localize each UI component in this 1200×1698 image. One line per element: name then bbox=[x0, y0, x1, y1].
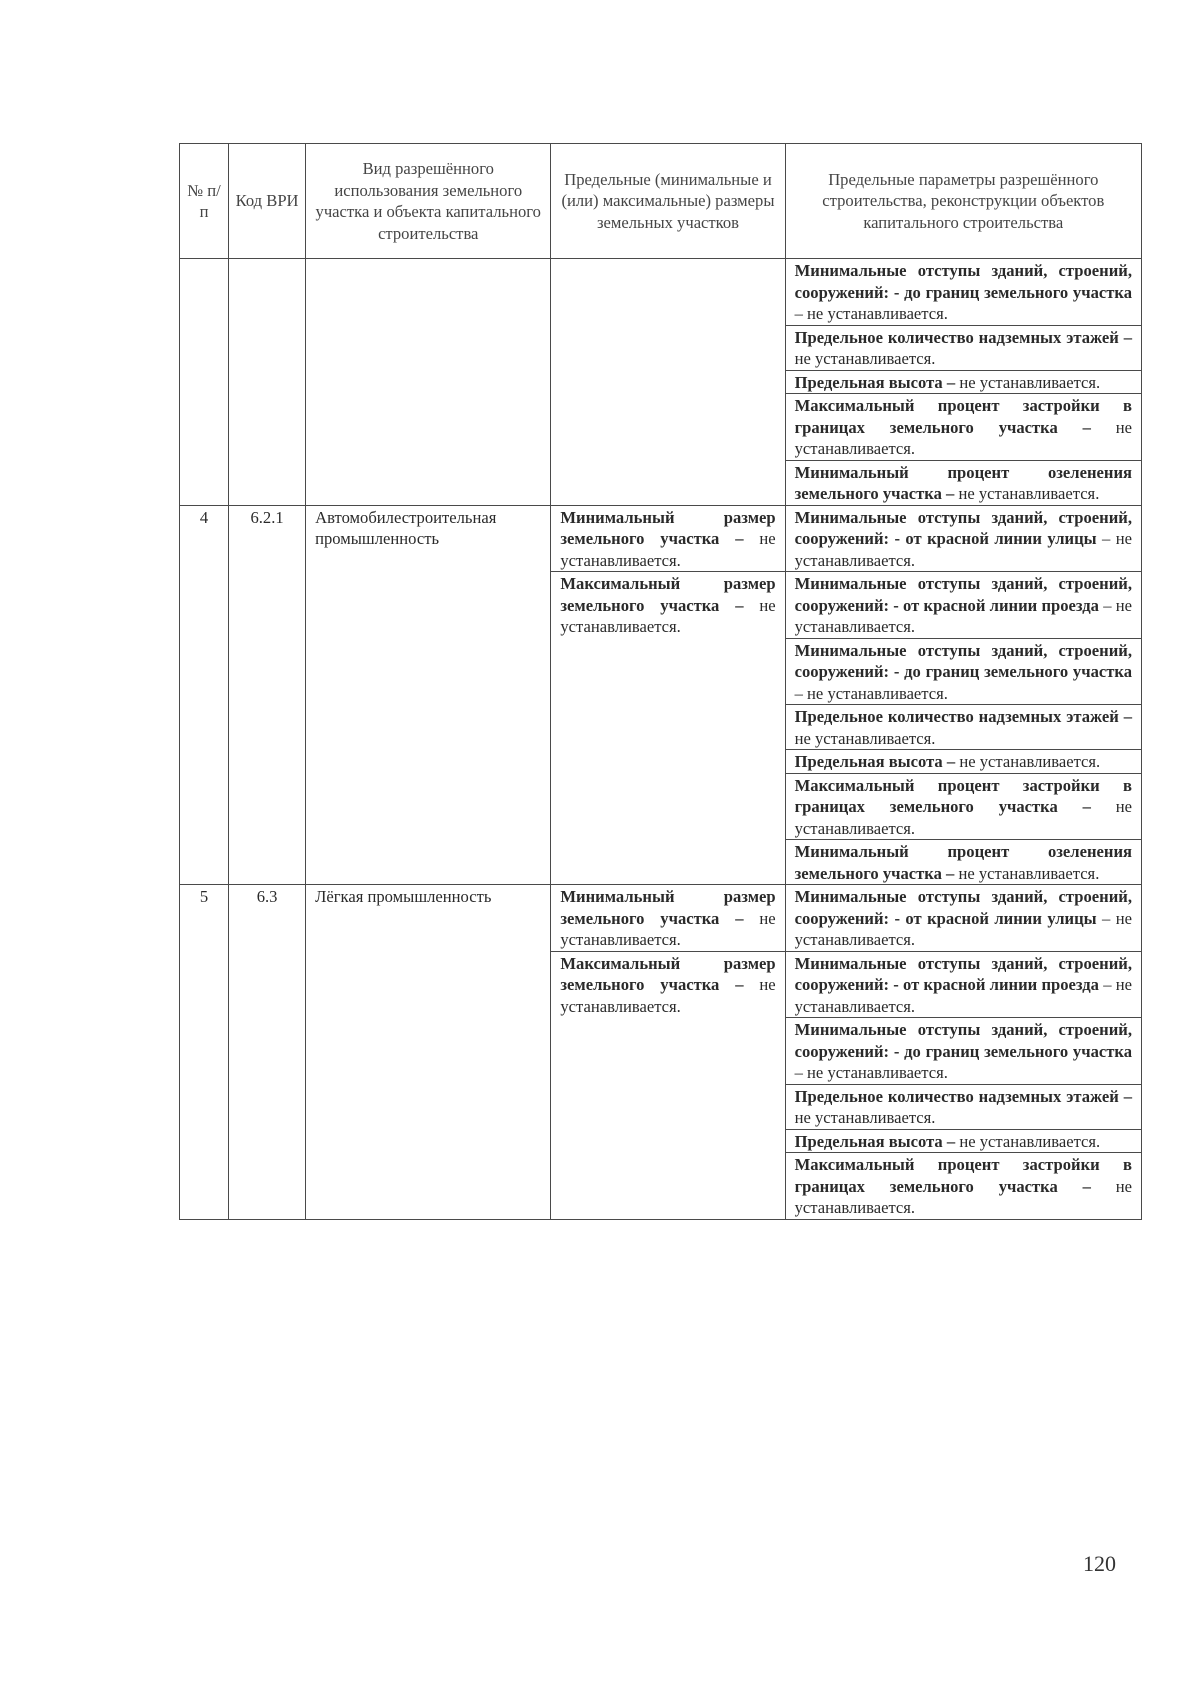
param-normal: не устанавливается. bbox=[794, 349, 936, 368]
size-bold: Максимальный размер земельного участка – bbox=[560, 953, 776, 994]
row-kind-cell: Лёгкая промышленность bbox=[306, 885, 551, 1220]
param-cell bbox=[785, 885, 1141, 952]
param-bold: Предельная высота – bbox=[794, 1131, 956, 1151]
param-normal: не устанавливается. bbox=[794, 728, 936, 748]
size-bold: Минимальный размер земельного участка – bbox=[560, 507, 776, 548]
param-bold: Максимальный процент застройки в границах земельного участка – bbox=[794, 775, 1132, 816]
param-normal: не устанавливается. bbox=[794, 797, 1132, 838]
row-code-cell: 6.3 bbox=[229, 885, 306, 1220]
param-cell bbox=[785, 1153, 1141, 1220]
cont-code-cell bbox=[229, 259, 306, 506]
param-bold: Минимальные отступы зданий, строений, сооружений: - от красной линии улицы bbox=[794, 887, 1132, 928]
max-size-cell bbox=[551, 572, 785, 885]
param-bold: Минимальные отступы зданий, строений, сооружений: - от красной линии проезда bbox=[794, 574, 1132, 615]
param-cell bbox=[785, 1129, 1141, 1153]
size-normal: не устанавливается. bbox=[560, 975, 776, 1016]
param-bold: Минимальные отступы зданий, строений, сооружений: - до границ земельного участка bbox=[794, 640, 1132, 681]
size-normal: не устанавливается. bbox=[560, 529, 776, 570]
param-cell bbox=[785, 460, 1141, 505]
param-cell bbox=[785, 638, 1141, 705]
size-normal: не устанавливается. bbox=[560, 595, 776, 636]
row-kind-cell: Автомобилестроительная промышленность bbox=[306, 505, 551, 885]
param-bold: Максимальный процент застройки в границах земельного участка – bbox=[794, 396, 1132, 437]
param-normal: – не устанавливается. bbox=[794, 304, 948, 323]
param-normal: не устанавливается. bbox=[954, 484, 1100, 503]
max-size-cell bbox=[551, 951, 785, 1219]
param-cell bbox=[785, 840, 1141, 885]
param-bold: Минимальные отступы зданий, строений, сооружений: - от красной линии улицы bbox=[794, 507, 1132, 548]
param-normal: – не устанавливается. bbox=[794, 1063, 948, 1082]
row-num-cell: 5 bbox=[180, 885, 229, 1220]
header-code: Код ВРИ bbox=[229, 144, 306, 259]
param-bold: Предельное количество надземных этажей – bbox=[794, 707, 1132, 726]
cont-kind-cell bbox=[306, 259, 551, 506]
table-row bbox=[180, 885, 1142, 952]
param-normal: – не устанавливается. bbox=[794, 529, 1132, 570]
size-bold: Минимальный размер земельного участка – bbox=[560, 887, 776, 928]
page-number: 120 bbox=[1083, 1551, 1116, 1576]
param-cell bbox=[785, 370, 1141, 394]
cont-size-cell bbox=[551, 259, 785, 506]
param-cell bbox=[785, 572, 1141, 639]
param-cell bbox=[785, 505, 1141, 572]
param-normal: не устанавливается. bbox=[955, 372, 1101, 392]
param-normal: не устанавливается. bbox=[794, 1108, 936, 1127]
param-cell bbox=[785, 750, 1141, 774]
param-bold: Минимальные отступы зданий, строений, сооружений: - от красной линии проезда bbox=[794, 953, 1132, 994]
land-use-table bbox=[179, 143, 1142, 1220]
table-row bbox=[180, 259, 1142, 326]
header-params: Предельные параметры разрешённого строительства, реконструкции объектов капитального строительства bbox=[785, 144, 1141, 259]
param-bold: Минимальные отступы зданий, строений, сооружений: - до границ земельного участка bbox=[794, 1020, 1132, 1061]
param-normal: не устанавливается. bbox=[955, 752, 1101, 771]
param-normal: – не устанавливается. bbox=[794, 975, 1132, 1016]
param-cell bbox=[785, 394, 1141, 461]
header-size: Предельные (минимальные и (или) максимальные) размеры земельных участков bbox=[551, 144, 785, 259]
table-row bbox=[180, 505, 1142, 572]
min-size-cell bbox=[551, 885, 785, 952]
param-bold: Предельная высота – bbox=[794, 752, 956, 771]
param-bold: Максимальный процент застройки в границах земельного участка – bbox=[794, 1155, 1132, 1196]
param-bold: Минимальный процент озеленения земельного участка – bbox=[794, 842, 1132, 883]
row-code-cell: 6.2.1 bbox=[229, 505, 306, 885]
size-bold: Максимальный размер земельного участка – bbox=[560, 574, 776, 615]
param-cell bbox=[785, 259, 1141, 326]
param-normal: – не устанавливается. bbox=[794, 595, 1132, 636]
param-cell bbox=[785, 705, 1141, 750]
param-cell bbox=[785, 1084, 1141, 1129]
param-bold: Минимальные отступы зданий, строений, сооружений: - до границ земельного участка bbox=[794, 261, 1132, 302]
param-bold: Предельная высота – bbox=[794, 372, 956, 392]
param-bold: Предельное количество надземных этажей – bbox=[794, 327, 1132, 347]
param-normal: не устанавливается. bbox=[954, 863, 1100, 883]
row-num-cell: 4 bbox=[180, 505, 229, 885]
table-header-row bbox=[180, 144, 1142, 259]
header-num: № п/п bbox=[180, 144, 229, 259]
size-normal: не устанавливается. bbox=[560, 908, 776, 949]
param-normal: – не устанавливается. bbox=[794, 908, 1132, 949]
param-cell bbox=[785, 325, 1141, 370]
param-bold: Предельное количество надземных этажей – bbox=[794, 1086, 1132, 1106]
param-normal: не устанавливается. bbox=[794, 417, 1132, 458]
param-normal: не устанавливается. bbox=[794, 1176, 1132, 1217]
header-kind: Вид разрешённого использования земельного участка и объекта капитального строительства bbox=[306, 144, 551, 259]
param-cell bbox=[785, 1018, 1141, 1085]
param-cell bbox=[785, 951, 1141, 1018]
min-size-cell bbox=[551, 505, 785, 572]
param-normal: – не устанавливается. bbox=[794, 683, 948, 703]
param-normal: не устанавливается. bbox=[955, 1131, 1101, 1151]
cont-num-cell bbox=[180, 259, 229, 506]
param-bold: Минимальный процент озеленения земельного участка – bbox=[794, 462, 1132, 503]
param-cell bbox=[785, 773, 1141, 840]
